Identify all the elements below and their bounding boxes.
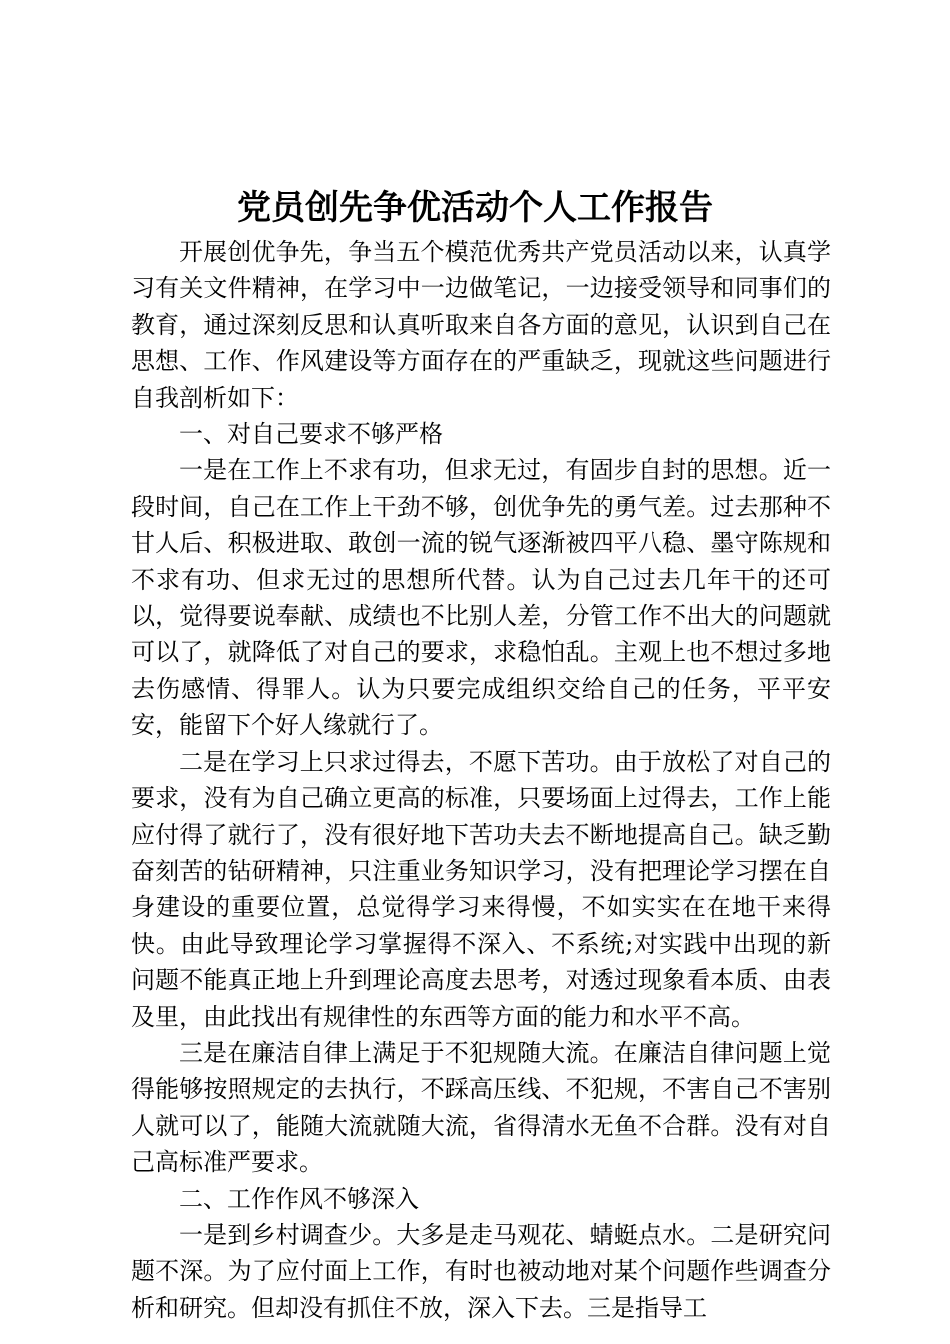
paragraph-1-2: 二是在学习上只求过得去，不愿下苦功。由于放松了对自己的要求，没有为自己确立更高的标准，只要场面上过得去，工作上能应付得了就行了，没有很好地下苦功夫去不断地提高自己。缺乏勤奋刻苦的钻研精神，只注重业务知识学习，没有把理论学习摆在自身建设的重要位置，总觉得学习来得慢，不如实实在在地干来得快。由此导致理论学习掌握得不深入、不系统;对实践中出现的新问题不能真正地上升到理论高度去思考，对透过现象看本质、由表及里，由此找出有规律性的东西等方面的能力和水平不高。 <box>131 747 831 1031</box>
paragraph-intro: 开展创优争先，争当五个模范优秀共产党员活动以来，认真学习有关文件精神，在学习中一边做笔记，一边接受领导和同事们的教育，通过深刻反思和认真听取来自各方面的意见，认识到自己在思想、工作、作风建设等方面存在的严重缺乏，现就这些问题进行自我剖析如下： <box>131 238 831 412</box>
document-body <box>131 234 831 1326</box>
section-heading-1: 一、对自己要求不够严格 <box>179 420 443 449</box>
paragraph-1-3: 三是在廉洁自律上满足于不犯规随大流。在廉洁自律问题上觉得能够按照规定的去执行，不踩高压线、不犯规，不害自己不害别人就可以了，能随大流就随大流，省得清水无鱼不合群。没有对自己高标准严要求。 <box>131 1038 831 1177</box>
document-title: 党员创先争优活动个人工作报告 <box>237 188 713 228</box>
paragraph-1-1: 一是在工作上不求有功，但求无过，有固步自封的思想。近一段时间，自己在工作上干劲不够，创优争先的勇气差。过去那种不甘人后、积极进取、敢创一流的锐气逐渐被四平八稳、墨守陈规和不求有功、但求无过的思想所代替。认为自己过去几年干的还可以，觉得要说奉献、成绩也不比别人差，分管工作不出大的问题就可以了，就降低了对自己的要求，求稳怕乱。主观上也不想过多地去伤感情、得罪人。认为只要完成组织交给自己的任务，平平安安，能留下个好人缘就行了。 <box>131 456 831 740</box>
paragraph-2-1: 一是到乡村调查少。大多是走马观花、蜻蜓点水。二是研究问题不深。为了应付面上工作，有时也被动地对某个问题作些调查分析和研究。但却没有抓住不放，深入下去。三是指导工 <box>131 1220 831 1322</box>
section-heading-2: 二、工作作风不够深入 <box>179 1184 419 1213</box>
